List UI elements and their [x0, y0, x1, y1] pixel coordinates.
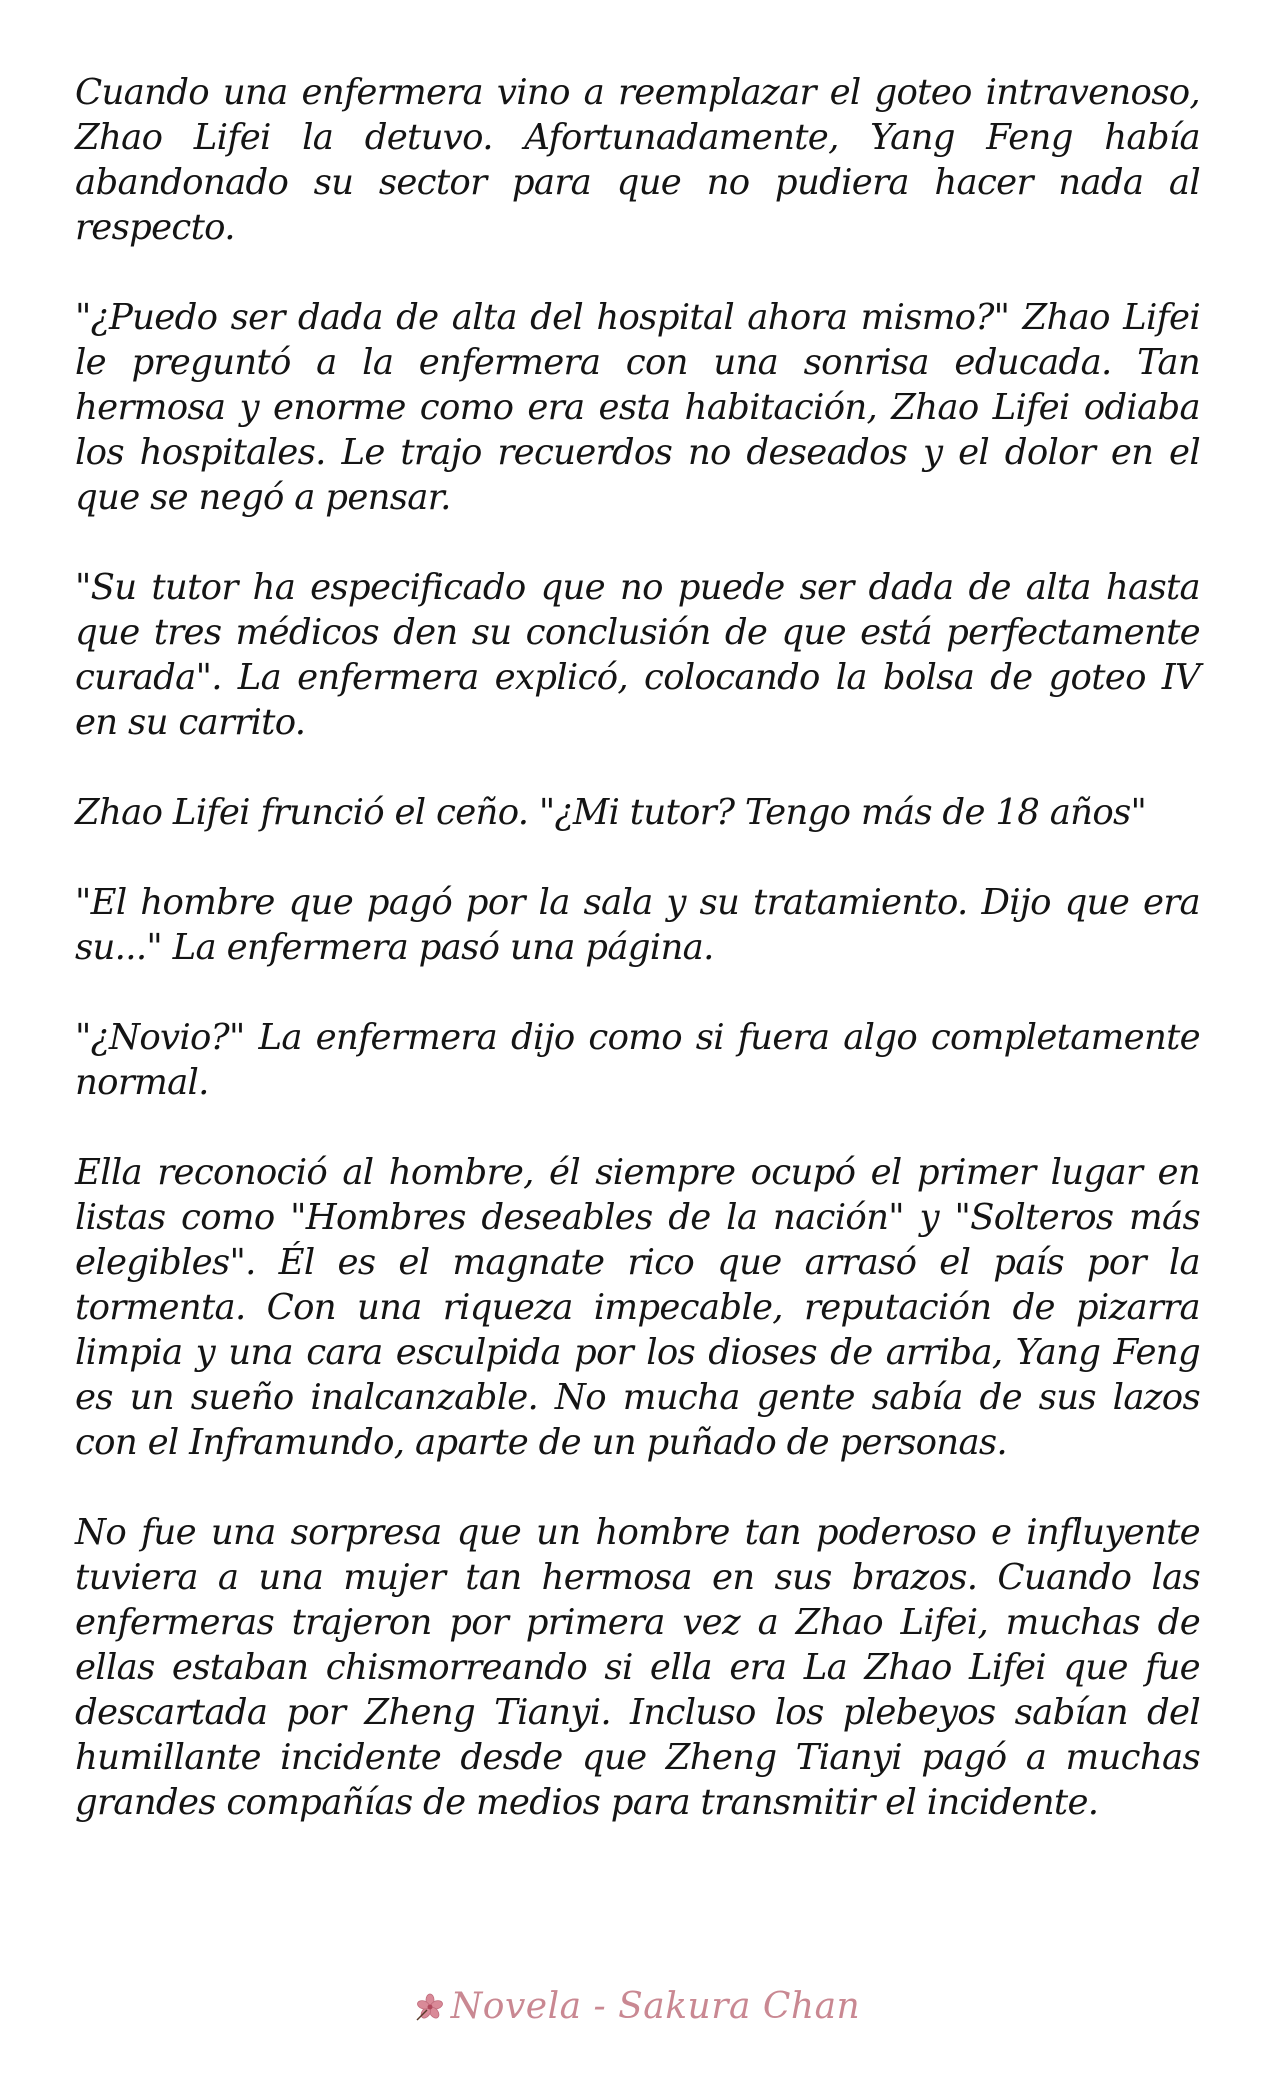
document-body	[75, 70, 1200, 1825]
paragraph: Ella reconoció al hombre, él siempre ocupó el primer lugar en listas como "Hombres deseables de la nación" y "Solteros más elegibles". Él es el magnate rico que arrasó el país por la tormenta. Con una riqueza impecable, reputación de pizarra limpia y una cara esculpida por los dioses de arriba, Yang Feng es un sueño inalcanzable. No mucha gente sabía de sus lazos con el Inframundo, aparte de un puñado de personas.	[75, 1152, 1200, 1463]
paragraph: Cuando una enfermera vino a reemplazar el goteo intravenoso, Zhao Lifei la detuvo. Afortunadamente, Yang Feng había abandonado su sector para que no pudiera hacer nada al respecto.	[75, 72, 1200, 248]
paragraph: Zhao Lifei frunció el ceño. "¿Mi tutor? Tengo más de 18 años"	[75, 792, 1147, 833]
paragraph: "El hombre que pagó por la sala y su tratamiento. Dijo que era su..." La enfermera pasó una página.	[75, 882, 1200, 968]
cherry-blossom-icon	[415, 1990, 445, 2020]
paragraph: "¿Puedo ser dada de alta del hospital ahora mismo?" Zhao Lifei le preguntó a la enfermera con una sonrisa educada. Tan hermosa y enorme como era esta habitación, Zhao Lifei odiaba los hospitales. Le trajo recuerdos no deseados y el dolor en el que se negó a pensar.	[75, 297, 1200, 518]
paragraph: "¿Novio?" La enfermera dijo como si fuera algo completamente normal.	[75, 1017, 1200, 1103]
watermark-text: Novela - Sakura Chan	[450, 1986, 861, 2027]
watermark	[0, 1986, 1275, 2027]
paragraph: No fue una sorpresa que un hombre tan poderoso e influyente tuviera a una mujer tan hermosa en sus brazos. Cuando las enfermeras trajeron por primera vez a Zhao Lifei, muchas de ellas estaban chismorreando si ella era La Zhao Lifei que fue descartada por Zheng Tianyi. Incluso los plebeyos sabían del humillante incidente desde que Zheng Tianyi pagó a muchas grandes compañías de medios para transmitir el incidente.	[75, 1512, 1200, 1823]
paragraph: "Su tutor ha especificado que no puede ser dada de alta hasta que tres médicos den su conclusión de que está perfectamente curada". La enfermera explicó, colocando la bolsa de goteo IV en su carrito.	[75, 567, 1200, 743]
